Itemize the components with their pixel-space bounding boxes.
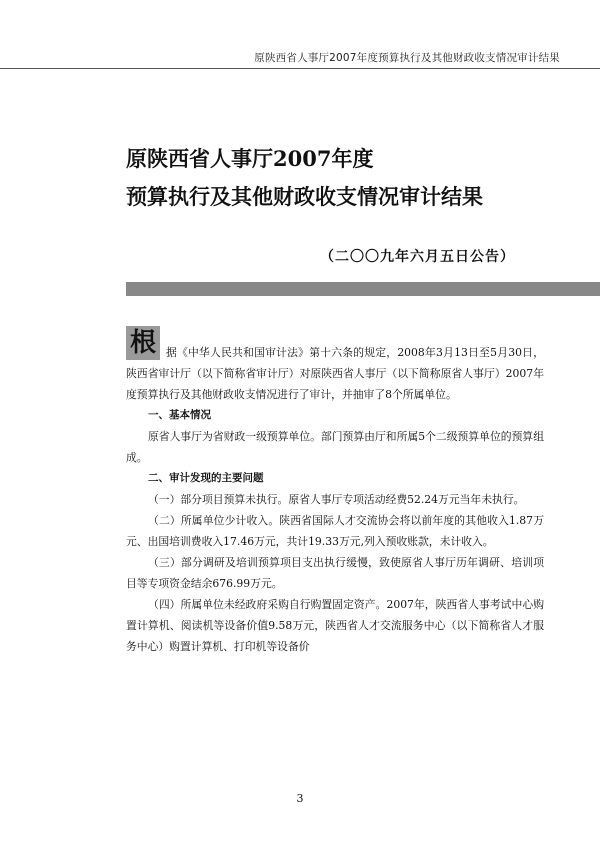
basic-paragraph: 原省人事厅为省财政一级预算单位。部门预算由厅和所属5个二级预算单位的预算组成。 [126, 430, 544, 464]
decorative-gray-band [126, 282, 600, 296]
page-number: 3 [296, 792, 304, 805]
issue-paragraph-1: （一）部分项目预算未执行。原省人事厅专项活动经费52.24万元当年未执行。 [148, 493, 525, 506]
header-rule [0, 68, 600, 69]
issue-paragraph-3: （三）部分调研及培训预算项目支出执行缓慢，致使原省人事厅历年调研、培训项目等专项资金结余676.99万元。 [126, 556, 544, 590]
announcement-date: （二〇〇九年六月五日公告） [320, 249, 515, 265]
title-line-1: 原陕西省人事厅2007年度 [126, 146, 374, 171]
intro-paragraph: 据《中华人民共和国审计法》第十六条的规定，2008年3月13日至5月30日，陕西省审计厅（以下简称省审计厅）对原陕西省人事厅（以下简称原省人事厅）2007年度预算执行及其他财政收支情况进行了审计，并抽审了8个所属单位。 [126, 346, 544, 401]
issue-paragraph-4: （四）所属单位未经政府采购自行购置固定资产。2007年，陕西省人事考试中心购置计算机、阅读机等设备价值9.58万元，陕西省人才交流服务中心（以下简称省人才服务中心）购置计算机、打印机等设备价 [126, 598, 544, 653]
section-heading-basic: 一、基本情况 [148, 409, 211, 421]
document-title [126, 140, 483, 216]
issue-paragraph-2: （二）所属单位少计收入。陕西省国际人才交流协会将以前年度的其他收入1.87万元、出国培训费收入17.46万元，共计19.33万元,列入预收账款，未计收入。 [126, 514, 544, 548]
section-heading-issues: 二、审计发现的主要问题 [148, 472, 264, 484]
body-text [126, 342, 544, 657]
drop-cap: 根 [126, 326, 160, 360]
title-line-2: 预算执行及其他财政收支情况审计结果 [126, 184, 483, 209]
running-header: 原陕西省人事厅2007年度预算执行及其他财政收支情况审计结果 [254, 52, 560, 64]
